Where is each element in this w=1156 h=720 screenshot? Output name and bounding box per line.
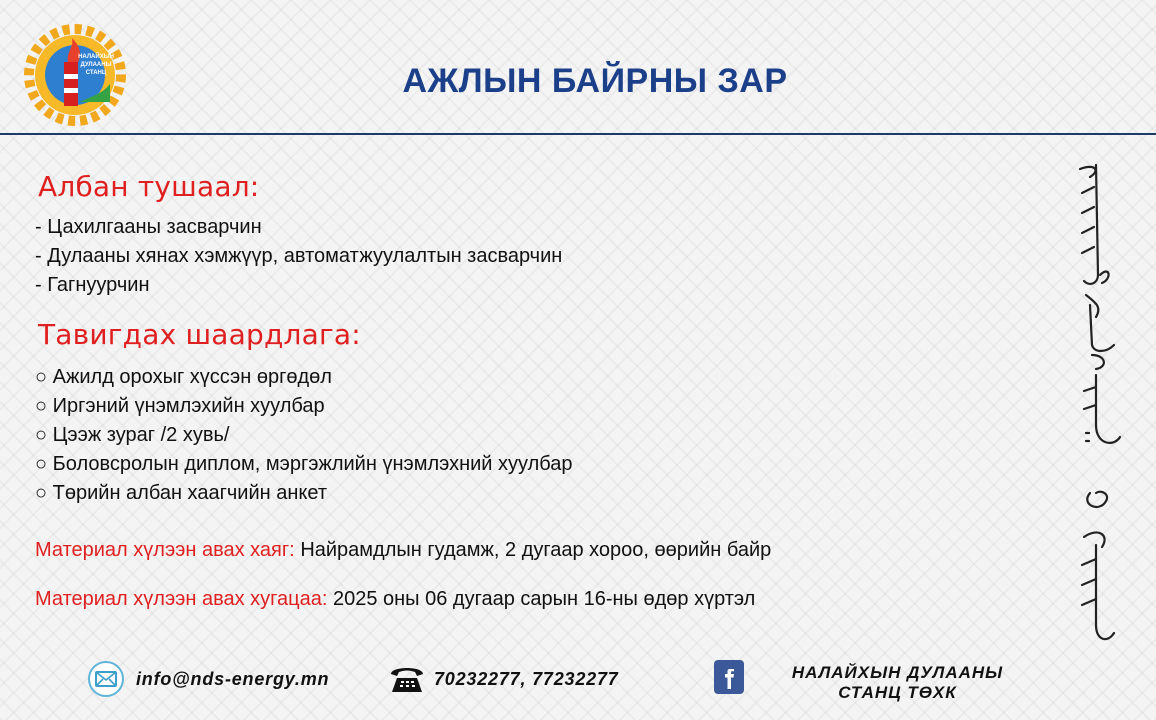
email-text[interactable]: info@nds-energy.mn [136, 668, 330, 689]
svg-text:СТАНЦ: СТАНЦ [85, 70, 107, 76]
requirements-list [35, 363, 573, 508]
list-item: ○ Иргэний үнэмлэхийн хуулбар [35, 395, 325, 417]
org-line-1: НАЛАЙХЫН ДУЛААНЫ [791, 663, 1004, 682]
header-divider [0, 133, 1156, 135]
requirements-heading: Тавигдах шаардлага: [38, 318, 361, 351]
organization-name [770, 663, 1025, 703]
list-item: - Гагнуурчин [35, 274, 150, 296]
list-item: ○ Боловсролын диплом, мэргэжлийн үнэмлэхний хуулбар [35, 453, 573, 475]
header [0, 0, 1156, 134]
list-item: ○ Төрийн албан хаагчийн анкет [35, 482, 328, 504]
footer-phone[interactable] [389, 664, 619, 694]
svg-text:НАЛАЙХЫН: НАЛАЙХЫН [78, 54, 114, 60]
mongolian-script-icon [1066, 155, 1136, 655]
positions-heading: Албан тушаал: [38, 170, 260, 203]
address-line [35, 539, 771, 562]
facebook-icon[interactable] [713, 659, 745, 695]
list-item: - Дулааны хянах хэмжүүр, автоматжуулалтын засварчин [35, 245, 563, 267]
address-label: Материал хүлээн авах хаяг: [35, 539, 295, 561]
address-value: Найрамдлын гудамж, 2 дугаар хороо, өөрийн байр [300, 539, 772, 561]
list-item: ○ Цээж зураг /2 хувь/ [35, 424, 230, 446]
deadline-line [35, 588, 755, 611]
phone-icon [389, 664, 425, 694]
list-item: - Цахилгааны засварчин [35, 216, 262, 238]
positions-list [35, 213, 562, 300]
list-item: ○ Ажилд орохыг хүссэн өргөдөл [35, 366, 332, 388]
footer-email[interactable] [88, 661, 329, 697]
org-line-2: СТАНЦ ТӨХК [838, 683, 957, 702]
svg-text:ДУЛААНЫ: ДУЛААНЫ [80, 62, 112, 68]
deadline-label: Материал хүлээн авах хугацаа: [35, 588, 328, 610]
deadline-value: 2025 оны 06 дугаар сарын 16-ны өдөр хүртэл [332, 588, 756, 610]
mail-icon [88, 661, 124, 697]
phone-text[interactable]: 70232277, 77232277 [434, 668, 619, 689]
page-title: АЖЛЫН БАЙРНЫ ЗАР [402, 62, 788, 100]
